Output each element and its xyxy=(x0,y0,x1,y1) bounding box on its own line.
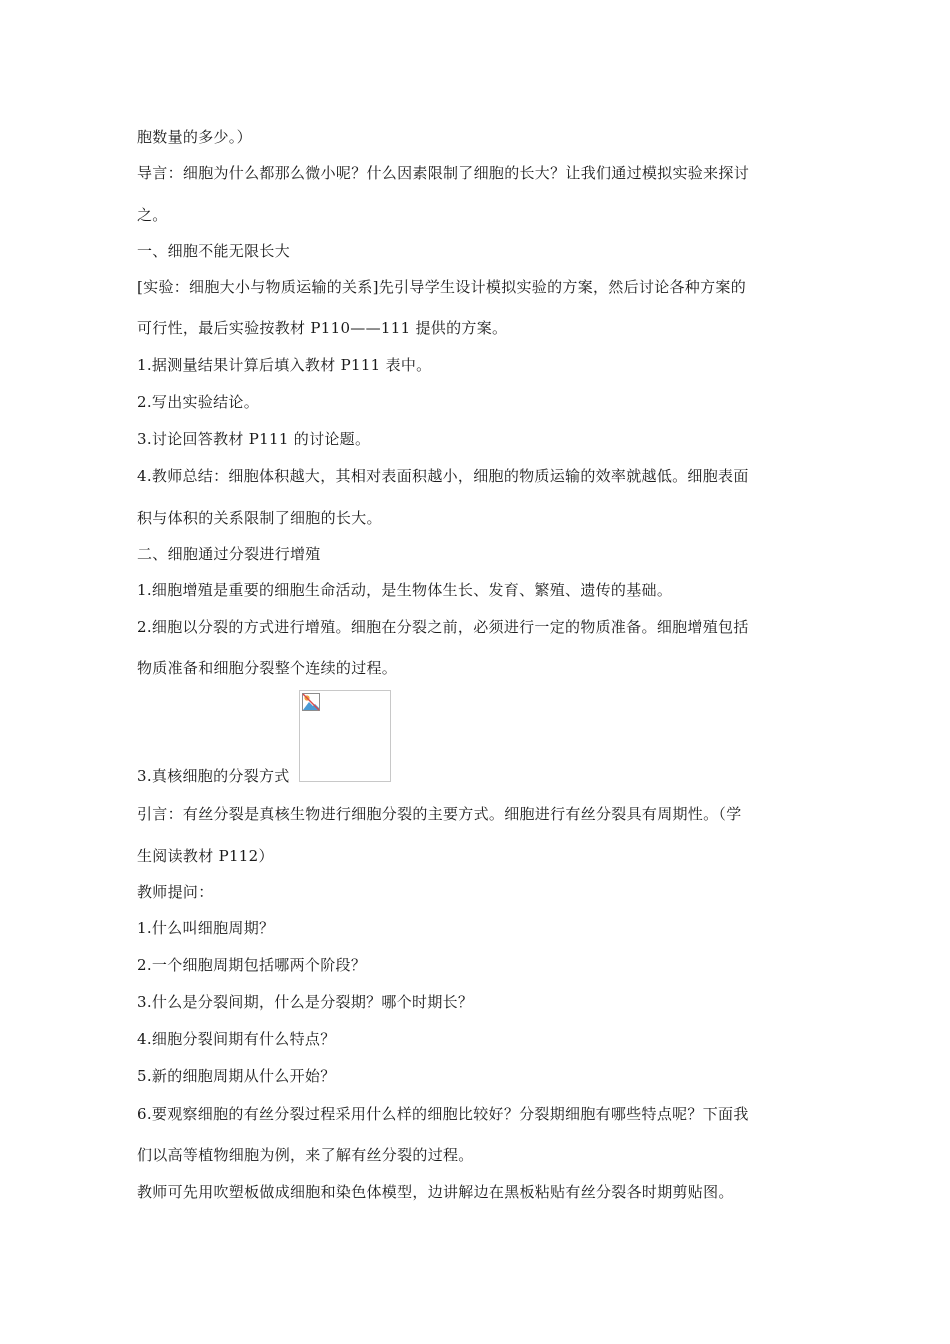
list-item: 5.新的细胞周期从什么开始？ xyxy=(137,1067,336,1085)
text-line: 们以高等植物细胞为例，来了解有丝分裂的过程。 xyxy=(137,1146,474,1164)
list-item: 6.要观察细胞的有丝分裂过程采用什么样的细胞比较好？分裂期细胞有哪些特点呢？下面我 xyxy=(137,1105,749,1123)
text-line: 积与体积的关系限制了细胞的长大。 xyxy=(137,509,382,527)
text-line: 胞数量的多少。） xyxy=(137,128,252,146)
figure-image-placeholder xyxy=(299,690,391,782)
list-item: 1.据测量结果计算后填入教材 P111 表中。 xyxy=(137,356,432,374)
section-heading: 二、细胞通过分裂进行增殖 xyxy=(137,545,321,563)
text-line: 教师提问： xyxy=(137,883,214,901)
section-heading: 一、细胞不能无限长大 xyxy=(137,242,291,260)
list-item: 4.细胞分裂间期有什么特点？ xyxy=(137,1030,336,1048)
text-line: 引言：有丝分裂是真核生物进行细胞分裂的主要方式。细胞进行有丝分裂具有周期性。（学 xyxy=(137,805,742,823)
text-line: 之。 xyxy=(137,206,168,224)
list-item: 3.真核细胞的分裂方式 xyxy=(137,767,290,785)
list-item: 2.一个细胞周期包括哪两个阶段？ xyxy=(137,956,367,974)
list-item: 2.写出实验结论。 xyxy=(137,393,260,411)
text-line: 物质准备和细胞分裂整个连续的过程。 xyxy=(137,659,398,677)
list-item: 2.细胞以分裂的方式进行增殖。细胞在分裂之前，必须进行一定的物质准备。细胞增殖包括 xyxy=(137,618,749,636)
list-item: 1.什么叫细胞周期？ xyxy=(137,919,275,937)
broken-image-icon xyxy=(302,693,320,711)
text-line: [实验：细胞大小与物质运输的关系]先引导学生设计模拟实验的方案，然后讨论各种方案的 xyxy=(137,278,747,296)
text-line: 可行性，最后实验按教材 P110——111 提供的方案。 xyxy=(137,319,508,337)
list-item: 4.教师总结：细胞体积越大，其相对表面积越小，细胞的物质运输的效率就越低。细胞表面 xyxy=(137,467,749,485)
text-line: 生阅读教材 P112） xyxy=(137,847,274,865)
text-line: 教师可先用吹塑板做成细胞和染色体模型，边讲解边在黑板粘贴有丝分裂各时期剪贴图。 xyxy=(137,1183,734,1201)
list-item: 3.什么是分裂间期，什么是分裂期？哪个时期长？ xyxy=(137,993,474,1011)
list-item: 3.讨论回答教材 P111 的讨论题。 xyxy=(137,430,371,448)
list-item: 1.细胞增殖是重要的细胞生命活动，是生物体生长、发育、繁殖、遗传的基础。 xyxy=(137,581,673,599)
text-line: 导言：细胞为什么都那么微小呢？什么因素限制了细胞的长大？让我们通过模拟实验来探讨 xyxy=(137,164,750,182)
